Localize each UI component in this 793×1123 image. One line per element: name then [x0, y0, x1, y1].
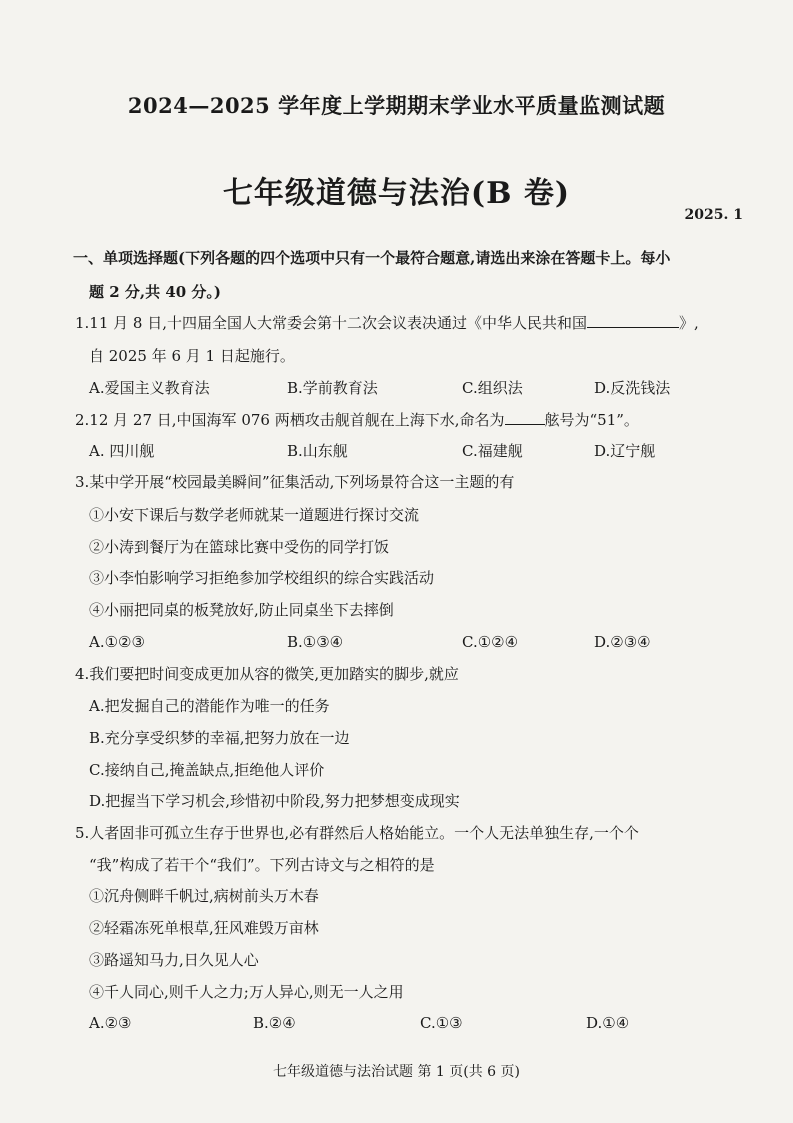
q3-stem: 3.某中学开展“校园最美瞬间”征集活动,下列场景符合这一主题的有: [75, 473, 515, 491]
q2-option-a: A. 四川舰: [89, 442, 155, 460]
q1-stem-text: 1.11 月 8 日,十四届全国人大常委会第十二次会议表决通过《中华人民共和国: [75, 314, 588, 332]
q3-item-4: ④小丽把同桌的板凳放好,防止同桌坐下去摔倒: [89, 601, 394, 619]
q2-option-d: D.辽宁舰: [594, 442, 656, 460]
q2-stem-text: 2.12 月 27 日,中国海军 076 两栖攻击舰首舰在上海下水,命名为: [75, 411, 505, 429]
q3-option-a: A.①②③: [89, 633, 145, 651]
q1-options: [89, 378, 729, 398]
q4-option-d: D.把握当下学习机会,珍惜初中阶段,努力把梦想变成现实: [89, 792, 460, 810]
q5-options: [89, 1013, 729, 1033]
q4-option-b: B.充分享受织梦的幸福,把努力放在一边: [89, 729, 350, 747]
q1-option-c: C.组织法: [462, 379, 523, 397]
q1-stem-line1: [75, 313, 699, 333]
page-footer: 七年级道德与法治试题 第 1 页(共 6 页): [273, 1064, 520, 1080]
q3-item-3: ③小李怕影响学习拒绝参加学校组织的综合实践活动: [89, 569, 435, 587]
q1-option-d: D.反洗钱法: [594, 379, 671, 397]
q3-option-c: C.①②④: [462, 633, 519, 651]
q5-option-a: A.②③: [89, 1014, 132, 1032]
q2-option-c: C.福建舰: [462, 442, 523, 460]
section-title-line2: 题 2 分,共 40 分。): [89, 283, 222, 301]
exam-date: 2025. 1: [684, 207, 743, 223]
q4-option-a: A.把发掘自己的潜能作为唯一的任务: [89, 697, 330, 715]
q5-item-3: ③路遥知马力,日久见人心: [89, 951, 259, 969]
subject-title: 七年级道德与法治(B 卷): [222, 176, 571, 211]
q4-stem: 4.我们要把时间变成更加从容的微笑,更加踏实的脚步,就应: [75, 665, 459, 683]
q1-option-a: A.爱国主义教育法: [89, 379, 210, 397]
exam-title: 2024—2025 学年度上学期期末学业水平质量监测试题: [127, 93, 666, 118]
section-title-line1: 一、单项选择题(下列各题的四个选项中只有一个最符合题意,请选出来涂在答题卡上。每小: [73, 249, 671, 267]
q5-option-b: B.②④: [253, 1014, 296, 1032]
q5-option-c: C.①③: [420, 1014, 463, 1032]
q5-stem-line2: “我”构成了若干个“我们”。下列古诗文与之相符的是: [89, 856, 435, 874]
q2-option-b: B.山东舰: [287, 442, 348, 460]
q2-answer-blank: [505, 410, 545, 425]
q3-options: [89, 632, 729, 652]
q1-option-b: B.学前教育法: [287, 379, 378, 397]
q3-item-2: ②小涛到餐厅为在篮球比赛中受伤的同学打饭: [89, 538, 390, 556]
q1-answer-blank: [587, 313, 679, 328]
q5-item-2: ②轻霜冻死单根草,狂风难毁万亩林: [89, 919, 319, 937]
q3-item-1: ①小安下课后与数学老师就某一道题进行探讨交流: [89, 506, 420, 524]
q1-stem-line2: 自 2025 年 6 月 1 日起施行。: [89, 347, 295, 365]
q5-item-1: ①沉舟侧畔千帆过,病树前头万木春: [89, 887, 319, 905]
q2-stem-tail: 舷号为“51”。: [544, 411, 639, 429]
q3-option-b: B.①③④: [287, 633, 344, 651]
q2-stem: [75, 410, 639, 430]
q5-option-d: D.①④: [586, 1014, 630, 1032]
q1-stem-tail: 》,: [679, 314, 699, 332]
q5-item-4: ④千人同心,则千人之力;万人异心,则无一人之用: [89, 983, 404, 1001]
q5-stem-line1: 5.人者固非可孤立生存于世界也,必有群然后人格始能立。一个人无法单独生存,一个个: [75, 824, 639, 842]
q4-option-c: C.接纳自己,掩盖缺点,拒绝他人评价: [89, 761, 325, 779]
q2-options: [89, 441, 729, 461]
q3-option-d: D.②③④: [594, 633, 651, 651]
